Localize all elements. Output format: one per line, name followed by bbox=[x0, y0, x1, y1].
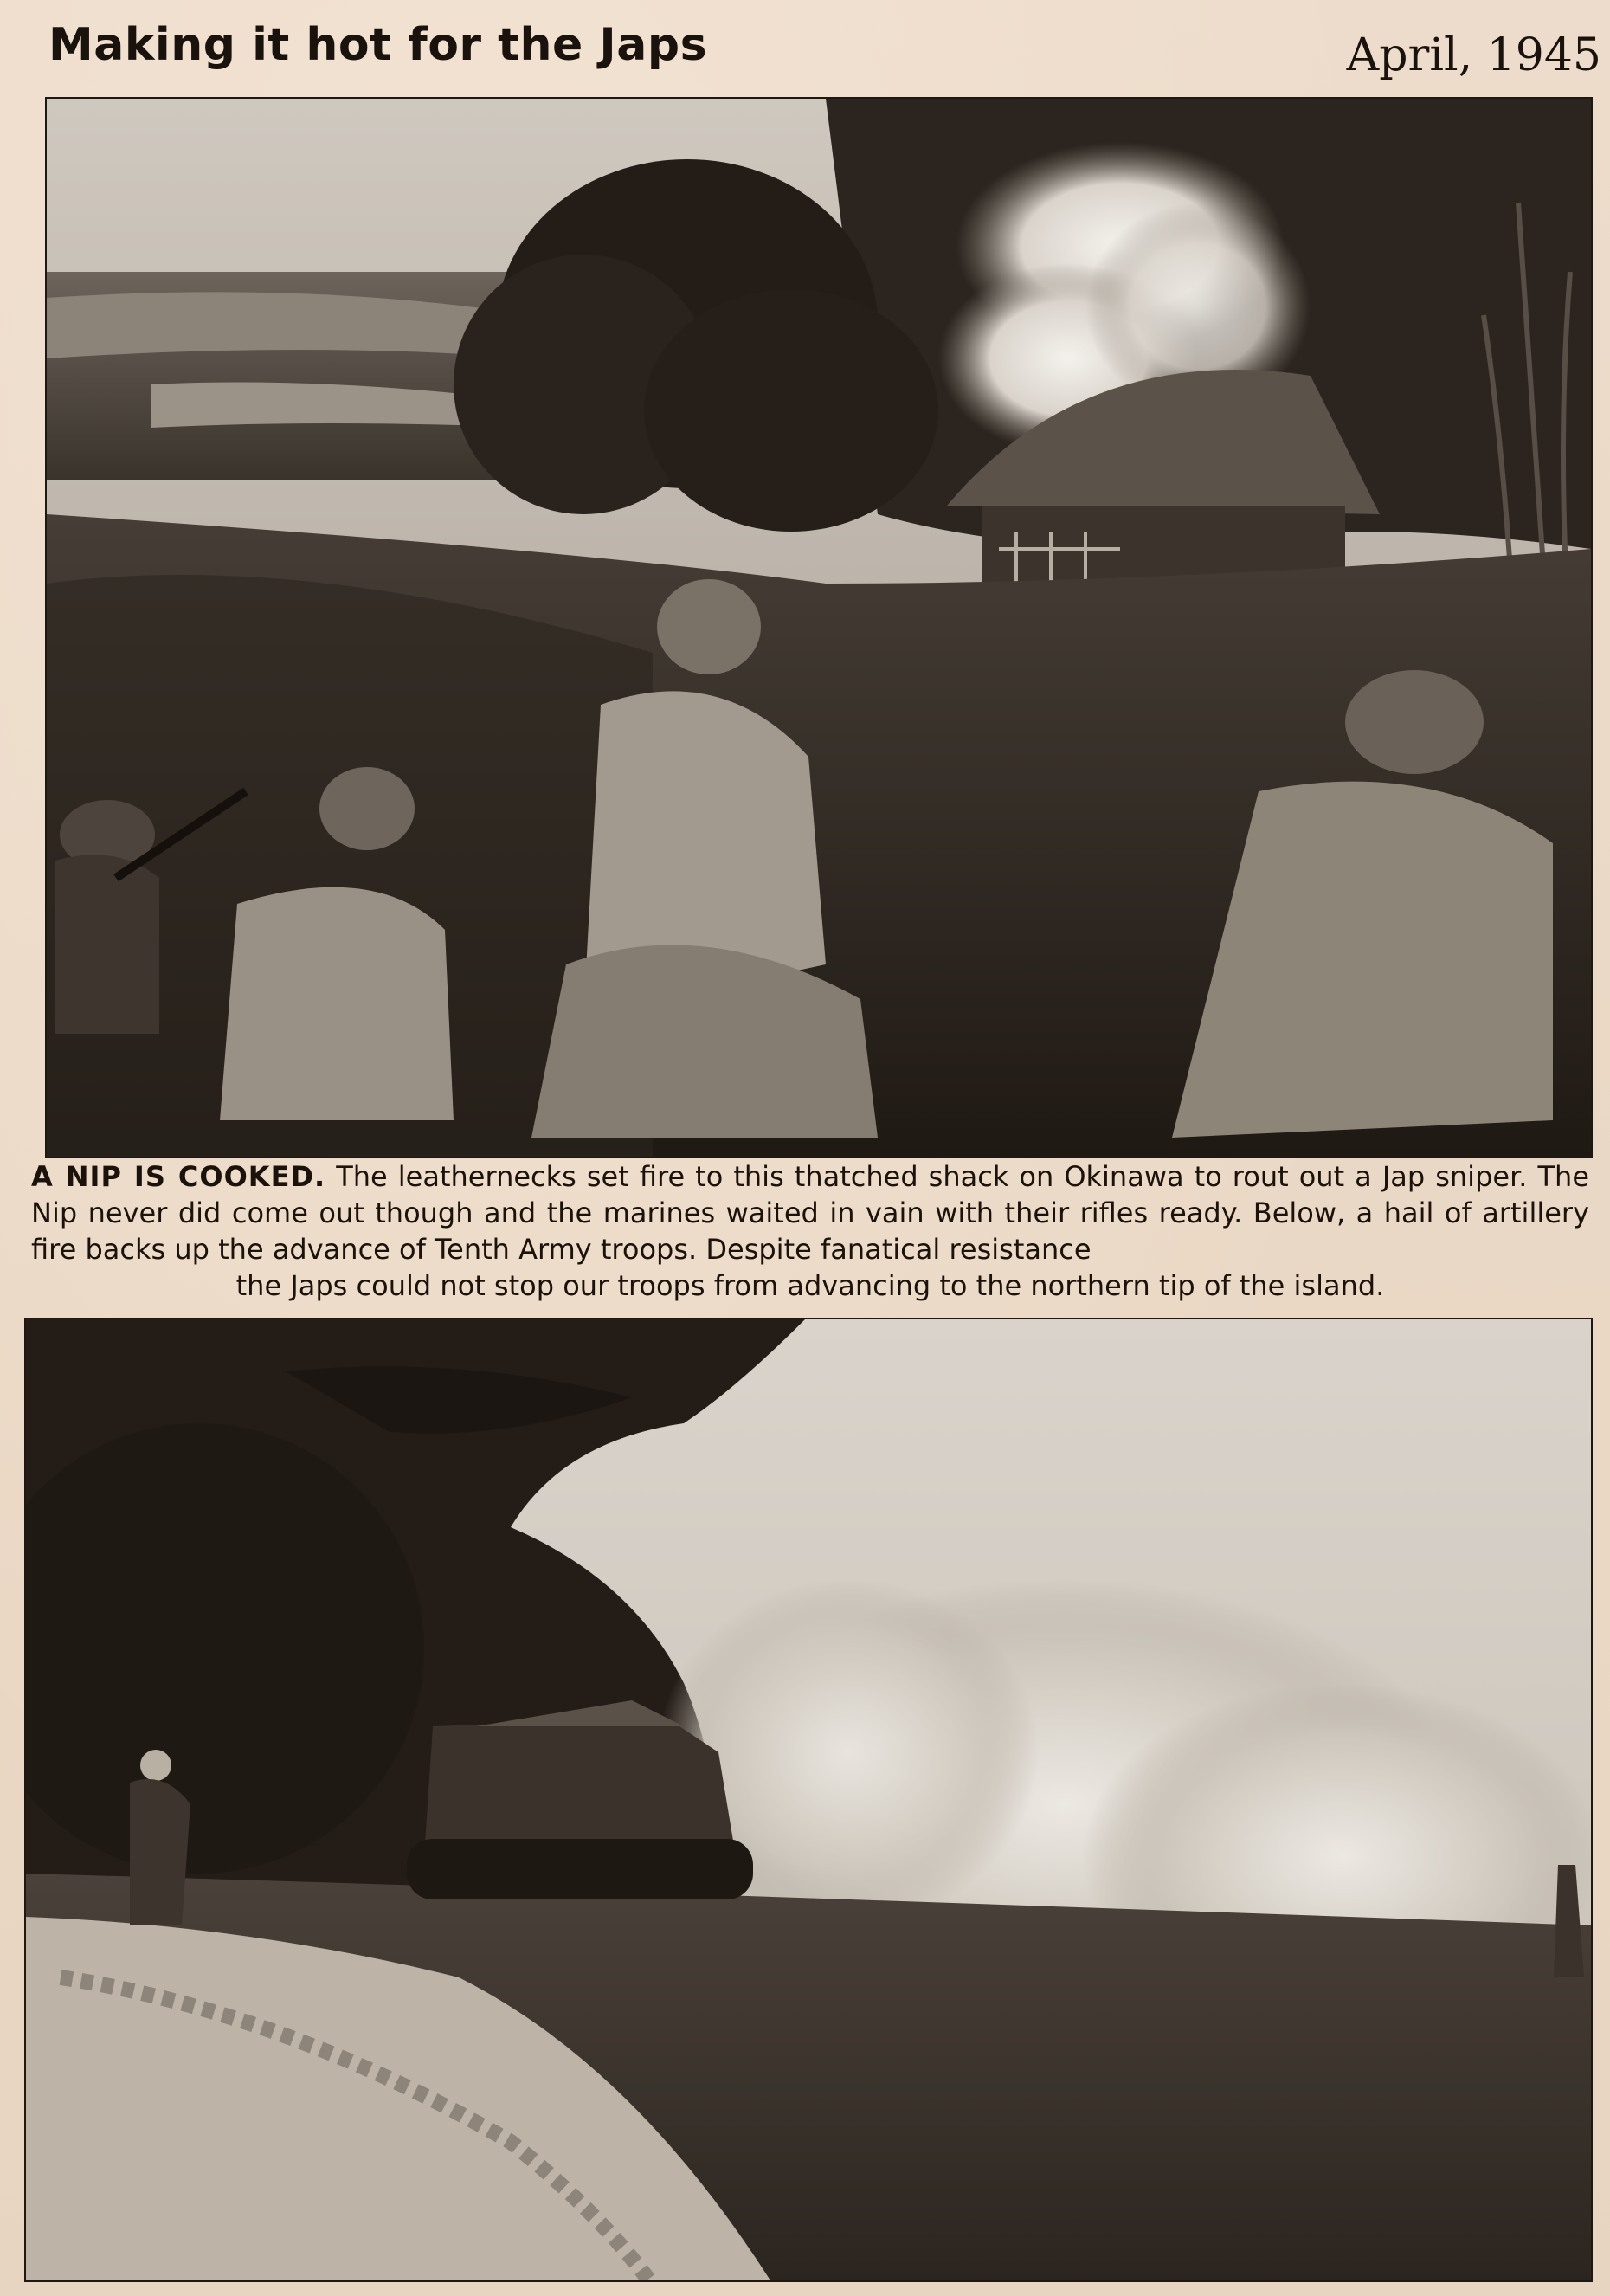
page-headline: Making it hot for the Japs bbox=[48, 19, 708, 71]
photo-artillery-advance bbox=[26, 1319, 1591, 2280]
caption-lead: A NIP IS COOKED. bbox=[31, 1160, 326, 1193]
caption-last-line: the Japs could not stop our troops from advancing to the northern tip of the island. bbox=[235, 1269, 1385, 1302]
photo-caption bbox=[31, 1158, 1589, 1304]
photo-marines-burning-shack bbox=[47, 99, 1591, 1157]
caption-body: The leathernecks set fire to this thatched shack on Okinawa to rout out a Jap sniper. The Nip never did come out though and the marines waited in vain with their rifles ready. Below, a hail of artillery fire backs up the advance of Tenth Army troops. Despite fanatical resistance bbox=[31, 1160, 1590, 1266]
page-date: April, 1945 bbox=[1346, 29, 1601, 81]
